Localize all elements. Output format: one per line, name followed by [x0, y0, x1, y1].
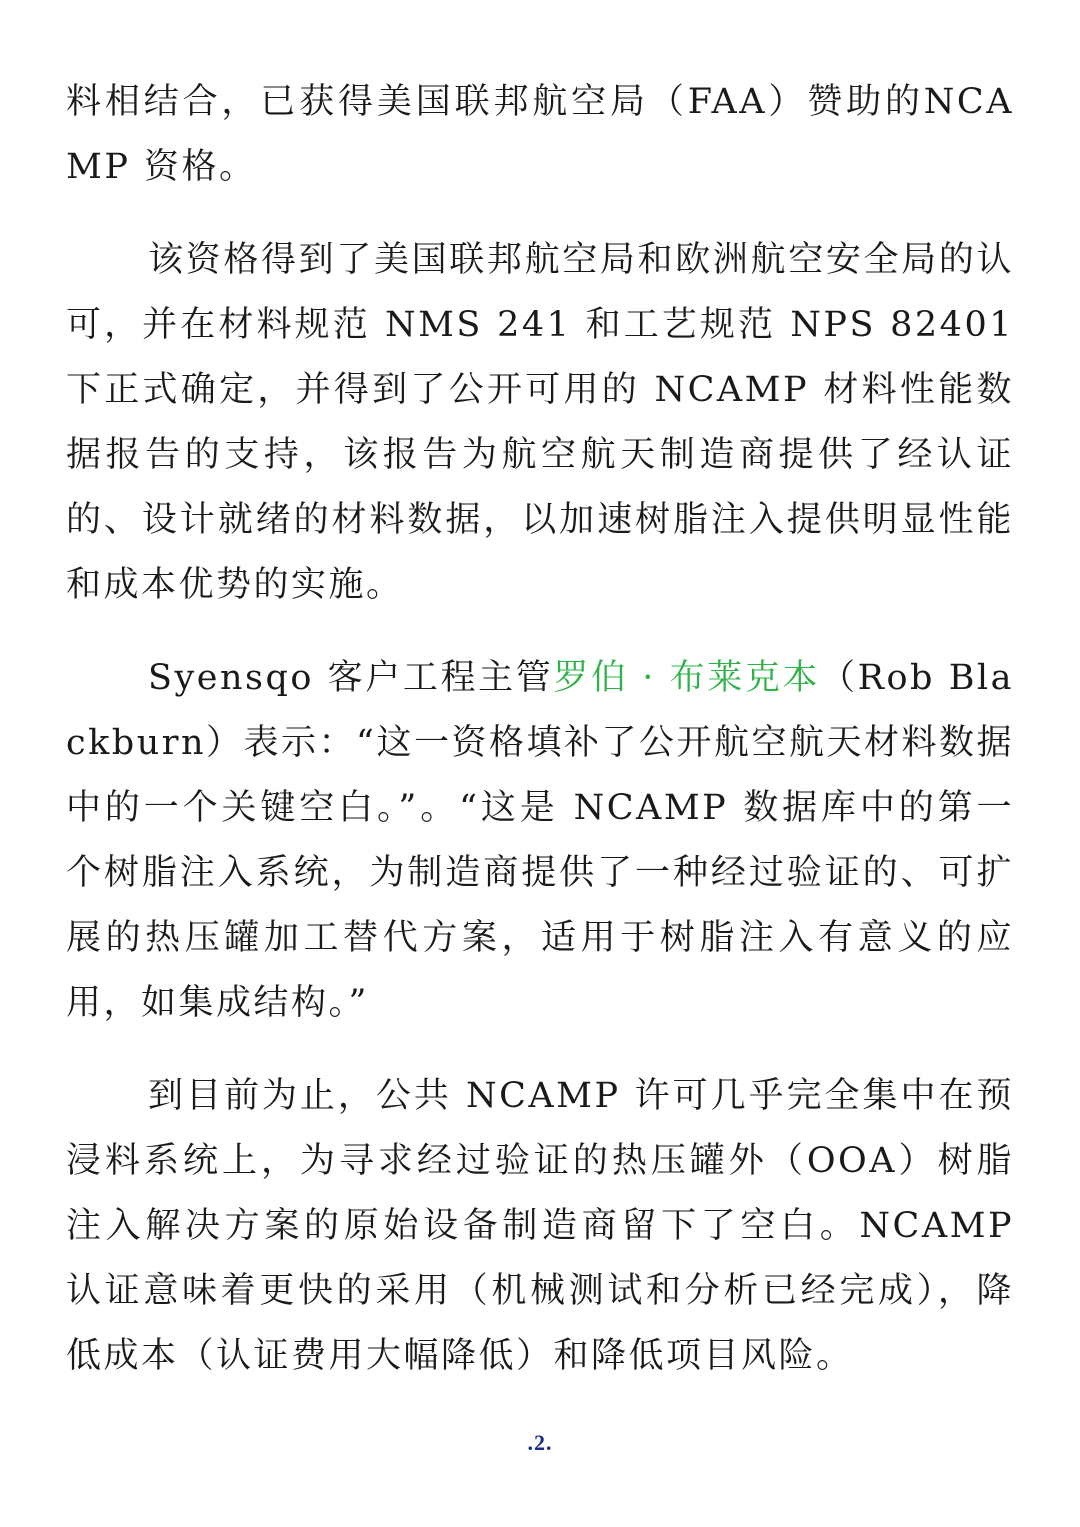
paragraph-3: [66, 646, 1014, 1036]
page-number: .2.: [527, 1430, 553, 1455]
paragraph-1: 料相结合，已获得美国联邦航空局（FAA）赞助的NCAMP 资格。: [66, 82, 1014, 187]
paragraph-2: 该资格得到了美国联邦航空局和欧洲航空安全局的认可，并在材料规范 NMS 241 和工艺规范 NPS 82401 下正式确定，并得到了公开可用的 NCAMP 材料性能数据报告的支持，该报告为航空航天制造商提供了经认证的、设计就绪的材料数据，以加速树脂注入提供明显性能和成本优势的实施。: [66, 240, 1014, 605]
person-name-link[interactable]: 罗伯 · 布莱克本: [553, 658, 821, 698]
paragraph-4: 到目前为止，公共 NCAMP 许可几乎完全集中在预浸料系统上，为寻求经过验证的热压罐外（OOA）树脂注入解决方案的原始设备制造商留下了空白。NCAMP 认证意味着更快的采用（机械测试和分析已经完成），降低成本（认证费用大幅降低）和降低项目风险。: [66, 1076, 1014, 1376]
paragraph-3-lead: Syensqo 客户工程主管: [148, 658, 554, 698]
paragraph-3-quote: （Rob Blackburn）表示：“这一资格填补了公开航空航天材料数据中的一个关键空白。”。“这是 NCAMP 数据库中的第一个树脂注入系统，为制造商提供了一种经过验证的、可扩展的热压罐加工替代方案，适用于树脂注入有意义的应用，如集成结构。”: [66, 658, 1014, 1023]
article-body: [66, 70, 1014, 1389]
